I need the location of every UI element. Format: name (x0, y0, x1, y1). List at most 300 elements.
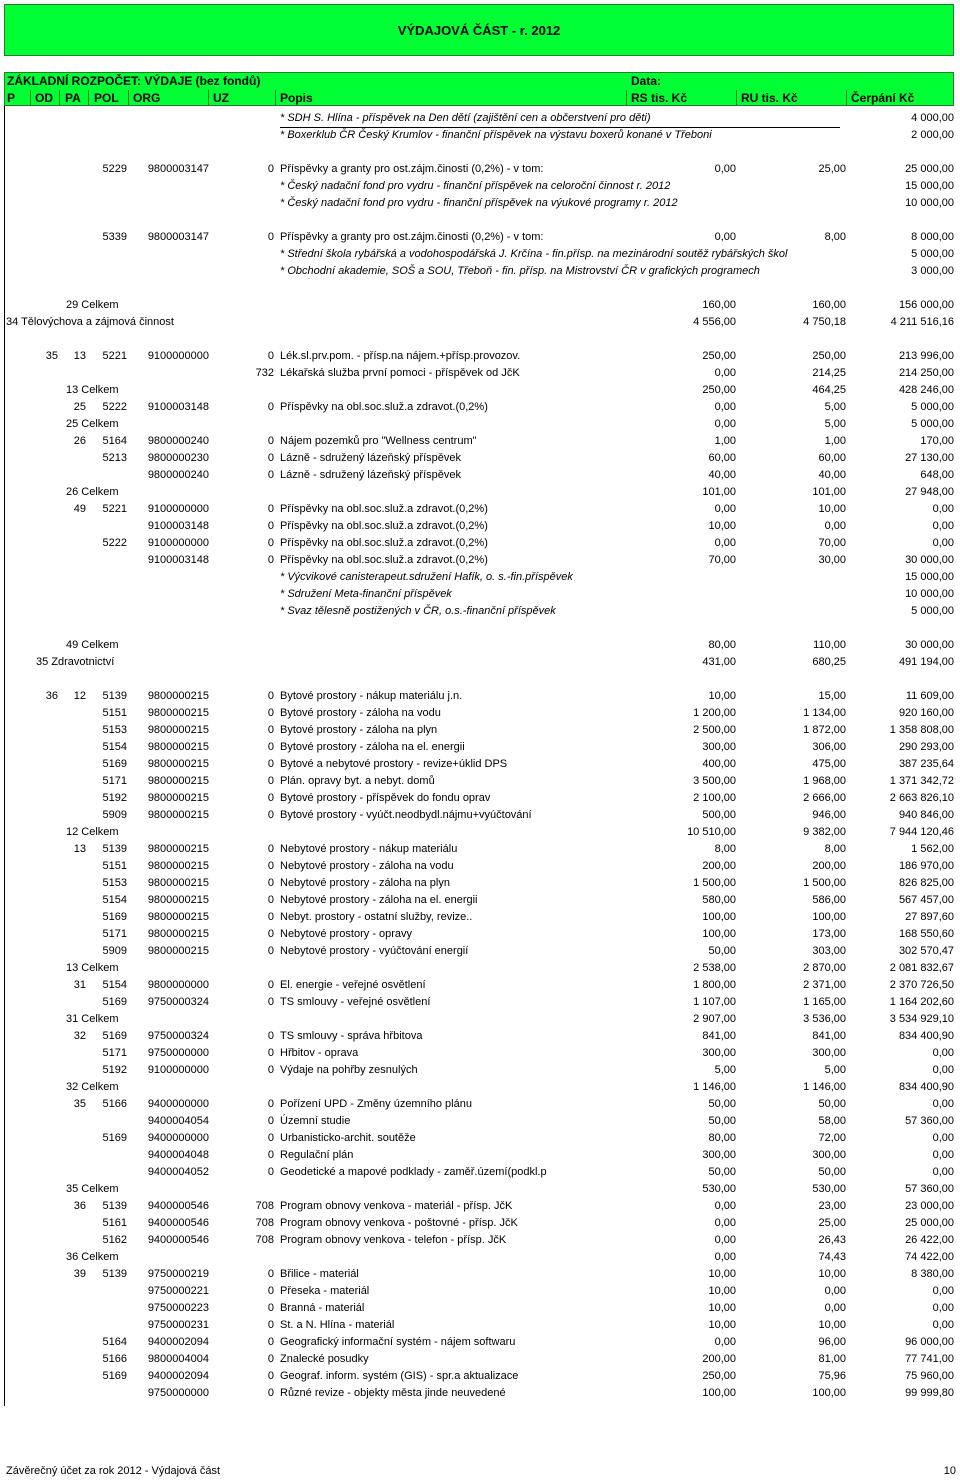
title-text: VÝDAJOVÁ ČÁST - r. 2012 (397, 22, 561, 38)
note-row (0, 603, 960, 620)
cell-org: 9400000546 (147, 1217, 209, 1229)
cell-org: 9400000546 (147, 1234, 209, 1246)
cell-rs: 0,00 (714, 1217, 736, 1229)
page-number: 10 (943, 1465, 956, 1477)
cell-ru: 2 870,00 (803, 962, 846, 974)
cell-popis: Branná - materiál (280, 1302, 365, 1314)
cell-ru: 101,00 (812, 486, 846, 498)
subtotal-label: 13 Celkem (66, 384, 119, 396)
cell-pol: 5162 (102, 1234, 127, 1246)
cell-uz: 708 (255, 1200, 274, 1212)
table-row (0, 1317, 960, 1334)
note-row (0, 569, 960, 586)
subtotal-label: 35 Zdravotnictví (36, 656, 115, 668)
cell-rs: 1 800,00 (693, 979, 736, 991)
cell-org: 9750000221 (147, 1285, 209, 1297)
cell-od: 35 (45, 350, 58, 362)
cell-ru: 306,00 (812, 741, 846, 753)
cell-pol: 5169 (102, 1370, 127, 1382)
cell-ru: 5,00 (824, 401, 846, 413)
cell-ru: 303,00 (812, 945, 846, 957)
cell-rs: 1 200,00 (693, 707, 736, 719)
cell-uz: 0 (267, 979, 274, 991)
subtotal-row (0, 1181, 960, 1198)
cell-popis: Lázně - sdružený lázeňský příspěvek (280, 452, 461, 464)
cell-ru: 1,00 (824, 435, 846, 447)
cell-ru: 1 968,00 (803, 775, 846, 787)
subtotal-label: 32 Celkem (66, 1081, 119, 1093)
cell-cerp: 74 422,00 (905, 1251, 954, 1263)
cell-cerp: 25 000,00 (905, 1217, 954, 1229)
cell-cerp: 30 000,00 (905, 554, 954, 566)
cell-cerp: 75 960,00 (905, 1370, 954, 1382)
cell-rs: 2 907,00 (693, 1013, 736, 1025)
cell-pa: 13 (73, 843, 86, 855)
cell-rs: 5,00 (714, 1064, 736, 1076)
cell-rs: 101,00 (702, 486, 736, 498)
cell-uz: 0 (267, 520, 274, 532)
cell-pa: 35 (73, 1098, 86, 1110)
cell-cerp: 940 846,00 (898, 809, 954, 821)
cell-ru: 30,00 (818, 554, 846, 566)
cell-ru: 9 382,00 (803, 826, 846, 838)
cell-uz: 0 (267, 1268, 274, 1280)
cell-cerp: 826 825,00 (898, 877, 954, 889)
cell-rs: 4 556,00 (693, 316, 736, 328)
cell-rs: 250,00 (702, 1370, 736, 1382)
cell-uz: 0 (267, 928, 274, 940)
subtotal-label: 25 Celkem (66, 418, 119, 430)
cell-pol: 5153 (102, 724, 127, 736)
cell-uz: 0 (267, 452, 274, 464)
cell-cerp: 99 999,80 (905, 1387, 954, 1399)
cell-cerp: 27 897,60 (905, 911, 954, 923)
cell-uz: 0 (267, 775, 274, 787)
cell-ru: 1 872,00 (803, 724, 846, 736)
cell-pol: 5166 (102, 1098, 127, 1110)
table-row (0, 1045, 960, 1062)
cell-popis: Program obnovy venkova - poštovné - přísp. JčK (280, 1217, 518, 1229)
cell-ru: 300,00 (812, 1047, 846, 1059)
cell-rs: 0,00 (714, 1251, 736, 1263)
cell-cerp: 8 000,00 (911, 231, 954, 243)
subtotal-row (0, 1079, 960, 1096)
cell-cerp: 0,00 (932, 503, 954, 515)
cell-popis: Lékařská služba první pomoci - příspěvek od JčK (280, 367, 520, 379)
cell-cerp: 4 211 516,16 (890, 316, 954, 328)
table-row (0, 348, 960, 365)
cell-popis: Nebytové prostory - záloha na el. energii (280, 894, 478, 906)
cell-org: 9800000230 (147, 452, 209, 464)
cell-popis: Bytové prostory - příspěvek do fondu oprav (280, 792, 491, 804)
cell-org: 9750000324 (147, 996, 209, 1008)
cell-popis: Geograf. inform. systém (GIS) - spr.a aktualizace (280, 1370, 519, 1382)
cell-org: 9800000215 (147, 860, 209, 872)
cell-pol: 5139 (102, 690, 127, 702)
cell-popis: Výdaje na pohřby zesnulých (280, 1064, 418, 1076)
cell-rs: 160,00 (702, 299, 736, 311)
cell-org: 9800000215 (147, 792, 209, 804)
cell-popis: Program obnovy venkova - telefon - přísp. JčK (280, 1234, 507, 1246)
cell-popis: Břilice - materiál (280, 1268, 359, 1280)
cell-ru: 25,00 (818, 163, 846, 175)
col-pol: POL (94, 91, 119, 105)
cell-rs: 1 500,00 (693, 877, 736, 889)
cell-uz: 0 (267, 741, 274, 753)
cell-ru: 75,96 (818, 1370, 846, 1382)
cell-ru: 10,00 (818, 503, 846, 515)
cell-rs: 100,00 (702, 911, 736, 923)
cell-ru: 530,00 (812, 1183, 846, 1195)
cell-ru: 4 750,18 (803, 316, 846, 328)
cell-uz: 0 (267, 758, 274, 770)
cell-ru: 200,00 (812, 860, 846, 872)
cell-cerp: 4 000,00 (911, 112, 954, 124)
cell-pol: 5171 (102, 775, 127, 787)
cell-org: 9100003148 (147, 401, 209, 413)
cell-ru: 100,00 (812, 911, 846, 923)
cell-rs: 1 107,00 (693, 996, 736, 1008)
cell-rs: 50,00 (708, 1115, 736, 1127)
cell-ru: 5,00 (824, 1064, 846, 1076)
cell-cerp: 428 246,00 (898, 384, 954, 396)
cell-ru: 173,00 (812, 928, 846, 940)
cell-cerp: 214 250,00 (898, 367, 954, 379)
cell-cerp: 96 000,00 (905, 1336, 954, 1348)
cell-pol: 5151 (102, 860, 127, 872)
cell-rs: 40,00 (708, 469, 736, 481)
cell-rs: 580,00 (702, 894, 736, 906)
cell-org: 9100003148 (147, 520, 209, 532)
cell-pa: 25 (73, 401, 86, 413)
cell-popis: Přeseka - materiál (280, 1285, 370, 1297)
cell-pol: 5339 (102, 231, 127, 243)
cell-rs: 2 538,00 (693, 962, 736, 974)
cell-popis: * Střední škola rybářská a vodohospodářská J. Krčína - fin.přísp. na mezinárodní soutěž rybářských škol (280, 248, 788, 260)
cell-org: 9100000000 (147, 350, 209, 362)
cell-org: 9750000223 (147, 1302, 209, 1314)
table-row (0, 1164, 960, 1181)
cell-uz: 0 (267, 1030, 274, 1042)
table-row (0, 807, 960, 824)
cell-rs: 400,00 (702, 758, 736, 770)
cell-popis: Program obnovy venkova - materiál - přísp. JčK (280, 1200, 513, 1212)
cell-cerp: 5 000,00 (911, 418, 954, 430)
cell-org: 9400004052 (147, 1166, 209, 1178)
cell-cerp: 3 000,00 (911, 265, 954, 277)
table-row (0, 229, 960, 246)
cell-popis: * SDH S. Hlína - příspěvek na Den dětí (zajištění cen a občerstvení pro děti) (280, 110, 840, 128)
cell-rs: 10,00 (708, 520, 736, 532)
cell-ru: 5,00 (824, 418, 846, 430)
cell-ru: 680,25 (812, 656, 846, 668)
cell-uz: 0 (267, 860, 274, 872)
subtotal-label: 31 Celkem (66, 1013, 119, 1025)
cell-pol: 5169 (102, 1030, 127, 1042)
cell-cerp: 0,00 (932, 1098, 954, 1110)
table-row (0, 161, 960, 178)
cell-uz: 0 (267, 1370, 274, 1382)
cell-popis: Příspěvky na obl.soc.služ.a zdravot.(0,2%) (280, 401, 488, 413)
cell-uz: 0 (267, 707, 274, 719)
cell-rs: 0,00 (714, 418, 736, 430)
cell-rs: 50,00 (708, 1166, 736, 1178)
cell-ru: 1 146,00 (803, 1081, 846, 1093)
subtotal-row (0, 416, 960, 433)
cell-cerp: 2 081 832,67 (889, 962, 954, 974)
cell-rs: 80,00 (708, 639, 736, 651)
cell-org: 9800000215 (147, 911, 209, 923)
cell-cerp: 1 164 202,60 (889, 996, 954, 1008)
cell-ru: 25,00 (818, 1217, 846, 1229)
cell-org: 9400004054 (147, 1115, 209, 1127)
cell-org: 9750000000 (147, 1387, 209, 1399)
cell-ru: 8,00 (824, 843, 846, 855)
cell-popis: Regulační plán (280, 1149, 354, 1161)
table-row (0, 110, 960, 127)
cell-uz: 0 (267, 996, 274, 1008)
cell-pol: 5139 (102, 843, 127, 855)
cell-cerp: 1 371 342,72 (889, 775, 954, 787)
cell-uz: 0 (267, 231, 274, 243)
col-uz: UZ (213, 91, 229, 105)
cell-pol: 5909 (102, 809, 127, 821)
cell-uz: 0 (267, 350, 274, 362)
table-row (0, 1198, 960, 1215)
cell-pol: 5221 (102, 503, 127, 515)
cell-rs: 8,00 (714, 843, 736, 855)
cell-pol: 5139 (102, 1200, 127, 1212)
subtotal-row (0, 382, 960, 399)
table-row (0, 1283, 960, 1300)
cell-rs: 200,00 (702, 1353, 736, 1365)
cell-cerp: 0,00 (932, 1166, 954, 1178)
cell-rs: 3 500,00 (693, 775, 736, 787)
cell-rs: 0,00 (714, 503, 736, 515)
cell-rs: 0,00 (714, 163, 736, 175)
cell-cerp: 290 293,00 (898, 741, 954, 753)
col-p: P (7, 91, 16, 105)
cell-uz: 0 (267, 1064, 274, 1076)
cell-pol: 5154 (102, 894, 127, 906)
table-row (0, 1028, 960, 1045)
cell-popis: Hřbitov - oprava (280, 1047, 359, 1059)
cell-cerp: 1 358 808,00 (889, 724, 954, 736)
subtotal-label: 35 Celkem (66, 1183, 119, 1195)
col-pa: PA (65, 91, 81, 105)
cell-pol: 5169 (102, 911, 127, 923)
cell-cerp: 26 422,00 (905, 1234, 954, 1246)
cell-uz: 0 (267, 1353, 274, 1365)
cell-org: 9100000000 (147, 503, 209, 515)
cell-cerp: 0,00 (932, 1302, 954, 1314)
cell-popis: Nebytové prostory - opravy (280, 928, 413, 940)
cell-popis: Lék.sl.prv.pom. - přísp.na nájem.+přísp.provozov. (280, 350, 521, 362)
cell-uz: 0 (267, 554, 274, 566)
cell-rs: 1,00 (714, 435, 736, 447)
cell-uz: 0 (267, 911, 274, 923)
cell-popis: * Český nadační fond pro vydru - finanční příspěvek na výukové programy r. 2012 (280, 197, 678, 209)
cell-rs: 1 146,00 (693, 1081, 736, 1093)
cell-rs: 0,00 (714, 1200, 736, 1212)
table-row (0, 1368, 960, 1385)
cell-uz: 0 (267, 401, 274, 413)
cell-rs: 0,00 (714, 1336, 736, 1348)
table-row (0, 943, 960, 960)
cell-popis: Nebytové prostory - vyúčtování energií (280, 945, 469, 957)
cell-popis: Bytové prostory - záloha na vodu (280, 707, 441, 719)
cell-popis: Urbanisticko-archit. soutěže (280, 1132, 416, 1144)
cell-cerp: 5 000,00 (911, 401, 954, 413)
note-row (0, 127, 960, 144)
cell-ru: 96,00 (818, 1336, 846, 1348)
cell-cerp: 491 194,00 (898, 656, 954, 668)
cell-ru: 2 666,00 (803, 792, 846, 804)
cell-cerp: 834 400,90 (898, 1081, 954, 1093)
table-row (0, 1147, 960, 1164)
subtotal-row (0, 654, 960, 671)
cell-popis: Nebytové prostory - záloha na vodu (280, 860, 454, 872)
cell-popis: * Český nadační fond pro vydru - finanční příspěvek na celoroční činnost r. 2012 (280, 180, 671, 192)
cell-rs: 10,00 (708, 1285, 736, 1297)
cell-cerp: 0,00 (932, 1047, 954, 1059)
cell-popis: Příspěvky na obl.soc.služ.a zdravot.(0,2%) (280, 503, 488, 515)
cell-rs: 0,00 (714, 401, 736, 413)
table-row (0, 1300, 960, 1317)
cell-popis: * Výcvikové canisterapeut.sdružení Hafík, o. s.-fin.příspěvek (280, 571, 573, 583)
cell-cerp: 8 380,00 (911, 1268, 954, 1280)
cell-ru: 60,00 (818, 452, 846, 464)
cell-rs: 0,00 (714, 1234, 736, 1246)
cell-pol: 5171 (102, 928, 127, 940)
table-row (0, 892, 960, 909)
cell-pol: 5151 (102, 707, 127, 719)
cell-rs: 300,00 (702, 1149, 736, 1161)
cell-ru: 1 134,00 (803, 707, 846, 719)
cell-ru: 70,00 (818, 537, 846, 549)
table-row (0, 756, 960, 773)
cell-org: 9800000240 (147, 469, 209, 481)
cell-ru: 72,00 (818, 1132, 846, 1144)
cell-uz: 708 (255, 1234, 274, 1246)
cell-popis: Bytové prostory - záloha na el. energii (280, 741, 465, 753)
cell-uz: 708 (255, 1217, 274, 1229)
col-rs: RS tis. Kč (631, 91, 688, 105)
cell-ru: 74,43 (818, 1251, 846, 1263)
cell-rs: 10,00 (708, 1268, 736, 1280)
cell-pa: 39 (73, 1268, 86, 1280)
table-row (0, 994, 960, 1011)
cell-cerp: 7 944 120,46 (889, 826, 954, 838)
subtotal-row (0, 637, 960, 654)
cell-uz: 0 (267, 1149, 274, 1161)
cell-org: 9750000231 (147, 1319, 209, 1331)
cell-pol: 5166 (102, 1353, 127, 1365)
cell-org: 9800000215 (147, 928, 209, 940)
cell-org: 9800000215 (147, 945, 209, 957)
cell-popis: Různé revize - objekty města jinde neuvedené (280, 1387, 506, 1399)
table-row (0, 501, 960, 518)
table-row (0, 773, 960, 790)
cell-uz: 0 (267, 843, 274, 855)
cell-org: 9800000215 (147, 843, 209, 855)
cell-cerp: 15 000,00 (905, 180, 954, 192)
cell-uz: 0 (267, 1319, 274, 1331)
cell-pol: 5154 (102, 979, 127, 991)
table-row (0, 1334, 960, 1351)
cell-cerp: 23 000,00 (905, 1200, 954, 1212)
cell-rs: 80,00 (708, 1132, 736, 1144)
subtotal-row (0, 484, 960, 501)
cell-pol: 5221 (102, 350, 127, 362)
table-row (0, 1351, 960, 1368)
cell-popis: * Sdružení Meta-finanční příspěvek (280, 588, 452, 600)
cell-uz: 0 (267, 1132, 274, 1144)
cell-popis: Znalecké posudky (280, 1353, 369, 1365)
cell-org: 9800004004 (147, 1353, 209, 1365)
table-row (0, 739, 960, 756)
subtotal-label: 26 Celkem (66, 486, 119, 498)
cell-pa: 49 (73, 503, 86, 515)
cell-cerp: 2 663 826,10 (889, 792, 954, 804)
cell-popis: Pořízení UPD - Změny územního plánu (280, 1098, 472, 1110)
cell-rs: 530,00 (702, 1183, 736, 1195)
cell-rs: 0,00 (714, 231, 736, 243)
col-cerpani: Čerpání Kč (851, 91, 915, 105)
cell-cerp: 2 000,00 (911, 129, 954, 141)
cell-pa: 31 (73, 979, 86, 991)
subtotal-row (0, 314, 960, 331)
subtotal-label: 13 Celkem (66, 962, 119, 974)
cell-cerp: 10 000,00 (905, 588, 954, 600)
cell-popis: Geografický informační systém - nájem softwaru (280, 1336, 516, 1348)
cell-org: 9400002094 (147, 1336, 209, 1348)
cell-pol: 5169 (102, 996, 127, 1008)
table-row (0, 841, 960, 858)
cell-popis: TS smlouvy - veřejné osvětlení (280, 996, 431, 1008)
cell-ru: 50,00 (818, 1098, 846, 1110)
cell-ru: 81,00 (818, 1353, 846, 1365)
cell-org: 9750000000 (147, 1047, 209, 1059)
cell-cerp: 302 570,47 (898, 945, 954, 957)
subtotal-row (0, 824, 960, 841)
subtotal-label: 12 Celkem (66, 826, 119, 838)
cell-pol: 5222 (102, 537, 127, 549)
cell-pol: 5213 (102, 452, 127, 464)
cell-cerp: 5 000,00 (911, 248, 954, 260)
cell-ru: 58,00 (818, 1115, 846, 1127)
cell-uz: 0 (267, 690, 274, 702)
cell-popis: Územní studie (280, 1115, 351, 1127)
note-row (0, 246, 960, 263)
table-row (0, 722, 960, 739)
cell-ru: 3 536,00 (803, 1013, 846, 1025)
cell-cerp: 0,00 (932, 1132, 954, 1144)
header-title: ZÁKLADNÍ ROZPOČET: VÝDAJE (bez fondů) (7, 74, 261, 88)
table-row (0, 688, 960, 705)
cell-uz: 0 (267, 1098, 274, 1110)
cell-uz: 0 (267, 537, 274, 549)
table-row (0, 1266, 960, 1283)
cell-org: 9750000219 (147, 1268, 209, 1280)
cell-org: 9800000215 (147, 690, 209, 702)
cell-uz: 0 (267, 1115, 274, 1127)
cell-popis: Nebytové prostory - záloha na plyn (280, 877, 450, 889)
cell-od: 36 (45, 690, 58, 702)
cell-cerp: 1 562,00 (911, 843, 954, 855)
cell-rs: 10,00 (708, 690, 736, 702)
cell-cerp: 0,00 (932, 1064, 954, 1076)
